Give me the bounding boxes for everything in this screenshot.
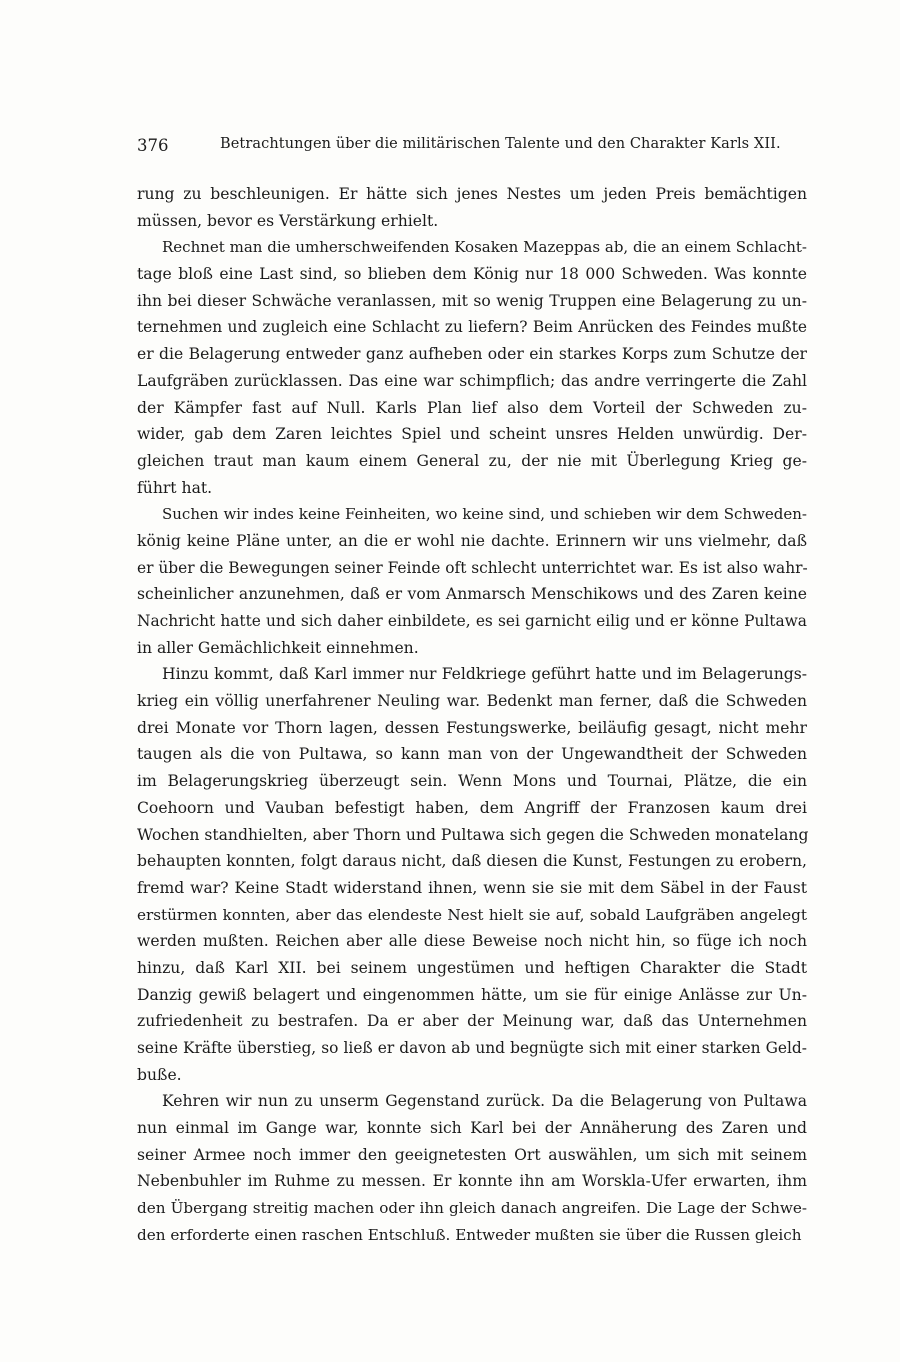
text-line: rung zu beschleunigen. Er hätte sich jenes Nestes um jeden Preis bemächtigen [137, 185, 807, 203]
text-line: in aller Gemächlichkeit einnehmen. [137, 638, 419, 657]
text-line: Coehoorn und Vauban befestigt haben, dem Angriff der Franzosen kaum drei [137, 798, 807, 817]
paragraph [137, 501, 807, 661]
text-line: Wochen standhielten, aber Thorn und Pultawa sich gegen die Schweden monatelang [137, 825, 809, 844]
text-line: tage bloß eine Last sind, so blieben dem König nur 18 000 Schweden. Was konnte [137, 265, 807, 284]
text-line: werden mußten. Reichen aber alle diese Beweise noch nicht hin, so füge ich noch [137, 932, 807, 951]
text-line: Nachricht hatte und sich daher einbildete, es sei garnicht eilig und er könne Pultawa [137, 612, 807, 630]
body-text [137, 181, 807, 1249]
text-line: Rechnet man die umherschweifenden Kosaken Mazeppas ab, die an einem Schlacht- [162, 238, 807, 257]
text-line: fremd war? Keine Stadt widerstand ihnen, wenn sie sie mit dem Säbel in der Faust [137, 878, 807, 897]
paragraph [137, 661, 807, 1088]
text-line: er über die Bewegungen seiner Feinde oft schlecht unterrichtet war. Es ist also wahr- [137, 558, 808, 577]
text-line: wider, gab dem Zaren leichtes Spiel und scheint unsres Helden unwürdig. Der- [137, 425, 807, 444]
text-line: Hinzu kommt, daß Karl immer nur Feldkriege geführt hatte und im Belagerungs- [162, 665, 807, 684]
text-line: Kehren wir nun zu unserm Gegenstand zurück. Da die Belagerung von Pultawa [162, 1092, 807, 1111]
text-line: seine Kräfte überstieg, so ließ er davon ab und begnügte sich mit einer starken Geld- [137, 1039, 807, 1057]
text-line: Suchen wir indes keine Feinheiten, wo keine sind, und schieben wir dem Schweden- [162, 505, 807, 524]
text-line: erstürmen konnten, aber das elendeste Nest hielt sie auf, sobald Laufgräben angelegt [137, 905, 807, 924]
text-line: Laufgräben zurücklassen. Das eine war schimpflich; das andre verringerte die Zahl [137, 371, 807, 390]
text-line: gleichen traut man kaum einem General zu, der nie mit Überlegung Krieg ge- [137, 451, 807, 470]
text-line: scheinlicher anzunehmen, daß er vom Anmarsch Menschikows und des Zaren keine [137, 585, 807, 604]
page-number: 376 [137, 136, 169, 155]
text-line: müssen, bevor es Verstärkung erhielt. [137, 211, 439, 230]
text-line: ihn bei dieser Schwäche veranlassen, mit so wenig Truppen eine Belagerung zu un- [137, 291, 807, 310]
paragraph [137, 181, 807, 234]
paragraph [137, 1088, 807, 1248]
text-line: krieg ein völlig unerfahrener Neuling war. Bedenkt man ferner, daß die Schweden [137, 692, 807, 711]
text-line: könig keine Pläne unter, an die er wohl nie dachte. Erinnern wir uns vielmehr, daß [137, 531, 807, 550]
text-line: drei Monate vor Thorn lagen, dessen Festungswerke, beiläufig gesagt, nicht mehr [137, 718, 807, 737]
text-line: den erforderte einen raschen Entschluß. Entweder mußten sie über die Russen gleich [137, 1225, 802, 1244]
text-line: seiner Armee noch immer den geeignetesten Ort auswählen, um sich mit seinem [137, 1145, 807, 1164]
text-line: er die Belagerung entweder ganz aufheben oder ein starkes Korps zum Schutze der [137, 345, 807, 364]
text-line: nun einmal im Gange war, konnte sich Karl bei der Annäherung des Zaren und [137, 1119, 807, 1138]
text-line: zufriedenheit zu bestrafen. Da er aber der Meinung war, daß das Unternehmen [137, 1012, 807, 1031]
text-line: den Übergang streitig machen oder ihn gleich danach angreifen. Die Lage der Schwe- [137, 1199, 807, 1218]
text-line: Nebenbuhler im Ruhme zu messen. Er konnte ihn am Worskla-Ufer erwarten, ihm [137, 1172, 807, 1191]
running-title: Betrachtungen über die militärischen Talente und den Charakter Karls XII. [220, 136, 781, 152]
text-line: behaupten konnten, folgt daraus nicht, daß diesen die Kunst, Festungen zu erobern, [137, 852, 807, 871]
text-line: im Belagerungskrieg überzeugt sein. Wenn Mons und Tournai, Plätze, die ein [137, 772, 807, 791]
text-line: führt hat. [137, 478, 213, 497]
text-line: Danzig gewiß belagert und eingenommen hätte, um sie für einige Anlässe zur Un- [137, 985, 807, 1004]
text-line: der Kämpfer fast auf Null. Karls Plan lief also dem Vorteil der Schweden zu- [137, 398, 807, 417]
text-line: ternehmen und zugleich eine Schlacht zu liefern? Beim Anrücken des Feindes mußte [137, 318, 807, 337]
text-line: buße. [137, 1065, 182, 1084]
text-line: hinzu, daß Karl XII. bei seinem ungestümen und heftigen Charakter die Stadt [137, 958, 807, 977]
text-line: taugen als die von Pultawa, so kann man von der Ungewandtheit der Schweden [137, 745, 807, 764]
paragraph [137, 234, 807, 501]
page-header [137, 136, 807, 160]
